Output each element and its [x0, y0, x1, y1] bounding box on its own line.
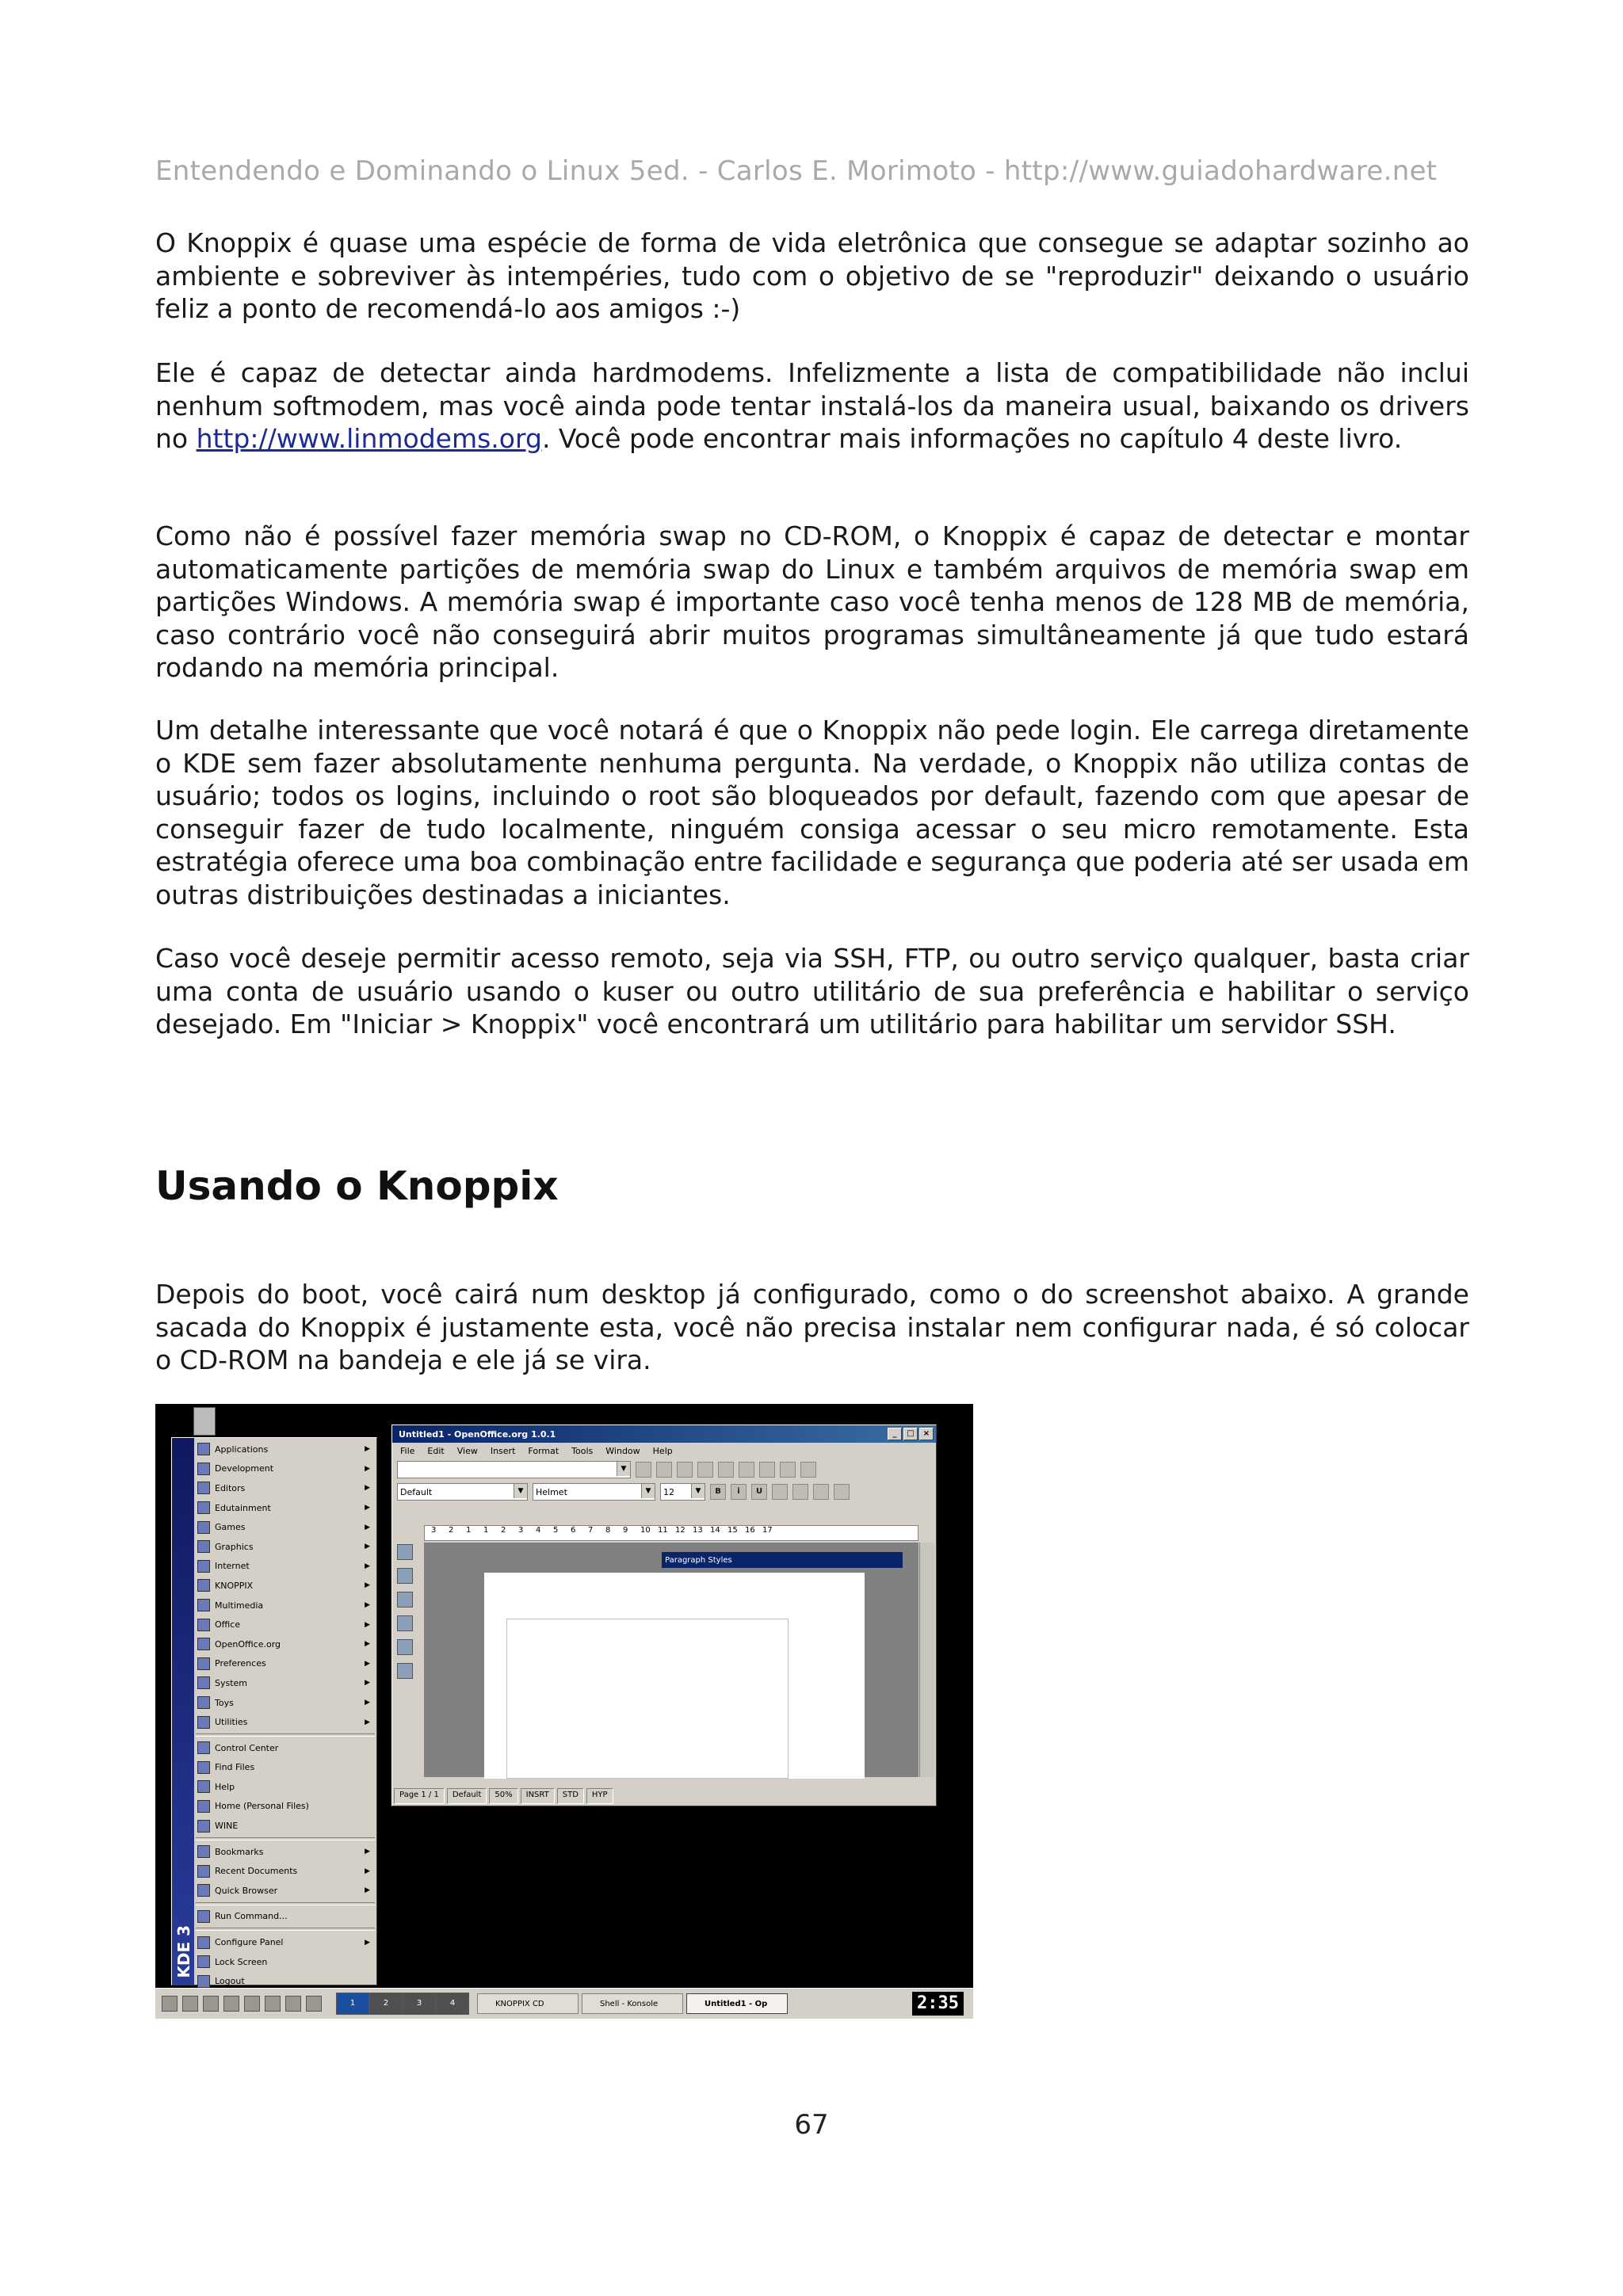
- browser-icon[interactable]: [223, 1996, 239, 2012]
- ruler-tick-label: 17: [762, 1526, 773, 1535]
- submenu-arrow-icon: ▶: [365, 1484, 370, 1493]
- kmenu-item-label: Configure Panel: [215, 1937, 284, 1948]
- ruler-tick-label: 2: [449, 1526, 454, 1535]
- submenu-arrow-icon: ▶: [365, 1699, 370, 1707]
- font-combo[interactable]: [533, 1483, 655, 1501]
- desktop-4[interactable]: 4: [436, 1993, 469, 2015]
- kmenu-item-label: KNOPPIX: [215, 1580, 254, 1591]
- openoffice-window: [391, 1425, 937, 1806]
- menu-item-icon: [197, 1865, 210, 1878]
- submenu-arrow-icon: ▶: [365, 1543, 370, 1551]
- menu-item-icon: [197, 1800, 210, 1813]
- ruler-tick-label: 10: [640, 1526, 651, 1535]
- kmenu-item[interactable]: [196, 1596, 375, 1615]
- taskbar-task[interactable]: KNOPPIX CD: [477, 1993, 579, 2014]
- section-heading: Usando o Knoppix: [155, 1163, 559, 1209]
- menu-item-icon: [197, 1599, 210, 1611]
- kmenu-item[interactable]: [196, 1654, 375, 1674]
- kmenu-item[interactable]: [196, 1777, 375, 1797]
- knoppix-icon[interactable]: [306, 1996, 322, 2012]
- toolbar-icon[interactable]: [636, 1462, 651, 1478]
- kmenu-item[interactable]: [196, 1557, 375, 1577]
- status-field: STD: [557, 1788, 584, 1804]
- kmenu-item[interactable]: [196, 1615, 375, 1634]
- cut-icon[interactable]: [759, 1462, 775, 1478]
- menu-item-icon: [197, 1975, 210, 1988]
- knoppix-desktop-screenshot: [155, 1404, 973, 2019]
- chevron-down-icon: ▼: [514, 1484, 527, 1498]
- menu-insert[interactable]: Insert: [490, 1445, 516, 1456]
- toolbar-icon[interactable]: [656, 1462, 672, 1478]
- underline-icon[interactable]: U: [751, 1484, 767, 1500]
- close-button[interactable]: ×: [919, 1428, 934, 1440]
- kmenu-item[interactable]: [196, 1907, 375, 1927]
- ruler-tick-label: 1: [483, 1526, 489, 1535]
- kmenu-item[interactable]: [196, 1537, 375, 1557]
- kmenu-item-label: Utilities: [215, 1717, 248, 1728]
- taskbar-task[interactable]: Untitled1 - Op: [686, 1993, 788, 2014]
- kmenu-item-label: Development: [215, 1463, 274, 1474]
- submenu-arrow-icon: ▶: [365, 1581, 370, 1590]
- kmenu-item[interactable]: [196, 1758, 375, 1778]
- menu-item-icon: [197, 1560, 210, 1573]
- menu-item-icon: [197, 1845, 210, 1858]
- function-toolbar: [392, 1459, 936, 1481]
- home-icon[interactable]: [182, 1996, 198, 2012]
- kmenu-item[interactable]: [196, 1816, 375, 1836]
- status-bar: [394, 1788, 934, 1804]
- kmenu-item-label: Control Center: [215, 1742, 279, 1753]
- main-toolbar: [397, 1544, 414, 1687]
- kmenu-item[interactable]: [196, 1797, 375, 1817]
- kmenu-item-label: Preferences: [215, 1658, 266, 1669]
- menu-format[interactable]: Format: [528, 1445, 559, 1456]
- ruler-tick-label: 3: [518, 1526, 524, 1535]
- submenu-arrow-icon: ▶: [365, 1938, 370, 1947]
- paragraph-1: O Knoppix é quase uma espécie de forma de vida eletrônica que consegue se adaptar sozinho ao ambiente e sobreviver às intempéries, tudo com o objetivo de se "reproduzir" deixando o usuário feliz a ponto de recomendá-lo aos amigos :-): [155, 227, 1469, 324]
- office-icon[interactable]: [244, 1996, 260, 2012]
- submenu-arrow-icon: ▶: [365, 1562, 370, 1570]
- kde-start-menu: [171, 1437, 377, 1985]
- status-field: 50%: [489, 1788, 517, 1804]
- kmenu-item[interactable]: [196, 1478, 375, 1498]
- align-center-icon[interactable]: [792, 1484, 808, 1500]
- kmenu-item-label: Toys: [215, 1697, 234, 1708]
- menu-item-icon: [197, 1696, 210, 1709]
- kmenu-item-label: Games: [215, 1522, 246, 1533]
- kmenu-item[interactable]: [196, 1881, 375, 1901]
- italic-icon[interactable]: i: [731, 1484, 747, 1500]
- text-cursor-icon[interactable]: [397, 1663, 413, 1679]
- ruler-tick-label: 15: [727, 1526, 738, 1535]
- kmenu-item-label: Graphics: [215, 1541, 254, 1552]
- ruler-tick-label: 1: [466, 1526, 472, 1535]
- paragraph-4: Um detalhe interessante que você notará é que o Knoppix não pede login. Ele carrega diretamente o KDE sem fazer absolutamente nenhuma pergunta. Na verdade, o Knoppix não utiliza contas de usuário; todos os logins, incluindo o root são bloqueados por default, fazendo com que apesar de conseguir fazer de tudo localmente, ninguém consiga acessar o seu micro remotamente. Esta estratégia oferece uma boa combinação entre facilidade e segurança que poderia até ser usada em outras distribuições destinadas a iniciantes.: [155, 715, 1469, 910]
- font-value: Helmet: [536, 1486, 567, 1497]
- menu-item-icon: [197, 1619, 210, 1631]
- menu-tools[interactable]: Tools: [571, 1445, 594, 1456]
- maximize-button[interactable]: □: [903, 1428, 918, 1440]
- menu-item-icon: [197, 1910, 210, 1923]
- style-combo[interactable]: [397, 1483, 528, 1501]
- running-header: Entendendo e Dominando o Linux 5ed. - Carlos E. Morimoto - http://www.guiadohardware.net: [155, 155, 1438, 187]
- submenu-arrow-icon: ▶: [365, 1848, 370, 1856]
- vertical-scrollbar[interactable]: [919, 1543, 934, 1777]
- kmenu-item[interactable]: [196, 1440, 375, 1459]
- kde-panel: [155, 1988, 973, 2019]
- paragraph-2: [155, 357, 1469, 456]
- kmenu-list: [196, 1440, 375, 1991]
- kmenu-item[interactable]: [196, 1952, 375, 1972]
- align-left-icon[interactable]: [772, 1484, 788, 1500]
- menu-item-icon: [197, 1540, 210, 1553]
- status-field: INSRT: [521, 1788, 555, 1804]
- paste-icon[interactable]: [800, 1462, 816, 1478]
- menu-item-icon: [197, 1521, 210, 1534]
- submenu-arrow-icon: ▶: [365, 1679, 370, 1688]
- kmenu-item-label: Recent Documents: [215, 1866, 298, 1877]
- align-right-icon[interactable]: [813, 1484, 829, 1500]
- kmenu-item[interactable]: [196, 1634, 375, 1654]
- paragraph-2-text-a: Ele é capaz de detectar ainda hardmodems. Infelizmente a lista de compatibilidade não inclui nenhum softmodem, mas você ainda pode tentar instalá-los da maneira usual, baixando os drivers no: [155, 357, 1469, 454]
- menu-item-icon: [197, 1761, 210, 1774]
- ruler-tick-label: 14: [710, 1526, 720, 1535]
- ruler-tick-label: 7: [588, 1526, 594, 1535]
- style-value: Default: [400, 1486, 433, 1497]
- submenu-arrow-icon: ▶: [365, 1523, 370, 1531]
- kmenu-item-label: Internet: [215, 1561, 250, 1572]
- toolbar-icon[interactable]: [718, 1462, 734, 1478]
- kmenu-item-label: Find Files: [215, 1762, 255, 1773]
- kmenu-item[interactable]: [196, 1693, 375, 1713]
- paragraph-styles-title: Paragraph Styles: [665, 1555, 732, 1565]
- menu-separator: [196, 1928, 375, 1931]
- kmenu-item[interactable]: [196, 1673, 375, 1693]
- desktop-2[interactable]: 2: [369, 1993, 403, 2015]
- ruler-tick-label: 4: [536, 1526, 541, 1535]
- chevron-down-icon: ▼: [617, 1462, 630, 1476]
- kmenu-item-label: Edutainment: [215, 1502, 271, 1513]
- chevron-down-icon: ▼: [691, 1484, 705, 1498]
- justify-icon[interactable]: [834, 1484, 850, 1500]
- menu-item-icon: [197, 1676, 210, 1689]
- menu-item-icon: [197, 1443, 210, 1455]
- chevron-down-icon: ▼: [641, 1484, 655, 1498]
- ruler-tick-label: 16: [745, 1526, 755, 1535]
- table-icon[interactable]: [397, 1544, 413, 1560]
- submenu-arrow-icon: ▶: [365, 1867, 370, 1875]
- ruler: [424, 1525, 918, 1541]
- menu-separator: [196, 1902, 375, 1905]
- taskbar-tasks: [477, 1993, 788, 2014]
- menu-edit[interactable]: Edit: [427, 1445, 445, 1456]
- document-page[interactable]: [484, 1573, 865, 1779]
- menu-separator: [196, 1733, 375, 1737]
- kmenu-item-label: Home (Personal Files): [215, 1801, 309, 1812]
- print-icon[interactable]: [739, 1462, 754, 1478]
- ruler-tick-label: 8: [605, 1526, 611, 1535]
- toolbar-icon[interactable]: [697, 1462, 713, 1478]
- menu-item-icon: [197, 1741, 210, 1754]
- ruler-tick-label: 9: [623, 1526, 628, 1535]
- kmenu-item-label: Bookmarks: [215, 1846, 264, 1857]
- url-combo[interactable]: [397, 1461, 631, 1478]
- paragraph-2-text-b: . Você pode encontrar mais informações no capítulo 4 deste livro.: [541, 423, 1403, 454]
- menu-item-icon: [197, 1501, 210, 1514]
- spellcheck-icon[interactable]: [397, 1639, 413, 1655]
- window-title: Untitled1 - OpenOffice.org 1.0.1: [399, 1428, 556, 1440]
- edit-icon[interactable]: [397, 1615, 413, 1631]
- kde-logo: KDE 3: [174, 1925, 193, 1978]
- kmenu-item-label: Quick Browser: [215, 1885, 278, 1896]
- taskbar-task[interactable]: Shell - Konsole: [582, 1993, 683, 2014]
- kmenu-item-label: Lock Screen: [215, 1956, 268, 1967]
- menu-item-icon: [197, 1657, 210, 1670]
- status-field: Page 1 / 1: [394, 1788, 445, 1804]
- menu-window[interactable]: Window: [605, 1445, 640, 1456]
- kmenu-sidebar: [172, 1438, 194, 1985]
- format-toolbar: [392, 1481, 936, 1503]
- size-combo[interactable]: [660, 1483, 705, 1501]
- paragraph-styles-panel[interactable]: [662, 1552, 903, 1568]
- status-field: HYP: [586, 1788, 613, 1804]
- kmenu-item[interactable]: [196, 1712, 375, 1732]
- window-titlebar: [392, 1425, 936, 1443]
- desktop-pager: [336, 1993, 469, 2015]
- ruler-tick-label: 6: [571, 1526, 576, 1535]
- menu-item-icon: [197, 1579, 210, 1592]
- menu-item-icon: [197, 1780, 210, 1793]
- kmenu-item-label: Editors: [215, 1482, 246, 1493]
- paragraph-5: Caso você deseje permitir acesso remoto, seja via SSH, FTP, ou outro serviço qualquer, basta criar uma conta de usuário usando o kuser ou outro utilitário de sua preferência e habilitar o serviço desejado. Em "Iniciar > Knoppix" você encontrará um utilitário para habilitar um servidor SSH.: [155, 943, 1469, 1039]
- kmenu-item[interactable]: [196, 1842, 375, 1862]
- ruler-tick-label: 13: [693, 1526, 703, 1535]
- kmenu-item-label: Applications: [215, 1444, 269, 1455]
- status-field: Default: [447, 1788, 487, 1804]
- menu-item-icon: [197, 1716, 210, 1729]
- submenu-arrow-icon: ▶: [365, 1718, 370, 1726]
- submenu-arrow-icon: ▶: [365, 1640, 370, 1649]
- konsole-icon[interactable]: [203, 1996, 219, 2012]
- ruler-tick-label: 5: [553, 1526, 559, 1535]
- menu-item-icon: [197, 1884, 210, 1897]
- kmenu-item-label: Help: [215, 1781, 235, 1792]
- kmenu-item-label: Multimedia: [215, 1600, 264, 1611]
- ruler-tick-label: 12: [675, 1526, 685, 1535]
- text-boundary: [506, 1619, 789, 1779]
- kmenu-item-label: System: [215, 1677, 248, 1688]
- minimize-button[interactable]: _: [888, 1428, 902, 1440]
- menu-item-icon: [197, 1463, 210, 1475]
- bold-icon[interactable]: B: [710, 1484, 726, 1500]
- size-value: 12: [663, 1486, 674, 1497]
- copy-icon[interactable]: [780, 1462, 796, 1478]
- kmenu-item[interactable]: [196, 1861, 375, 1881]
- desktop-3[interactable]: 3: [403, 1993, 436, 2015]
- menu-help[interactable]: Help: [652, 1445, 673, 1456]
- submenu-arrow-icon: ▶: [365, 1445, 370, 1454]
- kmenu-item-label: Run Command...: [215, 1911, 288, 1922]
- menu-separator: [196, 1837, 375, 1840]
- menu-item-icon: [197, 1482, 210, 1494]
- paragraph-6: Depois do boot, você cairá num desktop já configurado, como o do screenshot abaixo. A grande sacada do Knoppix é justamente esta, você não precisa instalar nem configurar nada, é só colocar o CD-ROM na bandeja e ele já se vira.: [155, 1279, 1469, 1375]
- desktop-1[interactable]: 1: [336, 1993, 369, 2015]
- oo-menubar: [392, 1443, 936, 1459]
- kmenu-item-label: Office: [215, 1619, 241, 1630]
- menu-item-icon: [197, 1820, 210, 1833]
- kmenu-item[interactable]: [196, 1517, 375, 1537]
- document-area: [424, 1543, 918, 1777]
- insert-icon[interactable]: [397, 1568, 413, 1584]
- kmenu-item-label: WINE: [215, 1821, 239, 1832]
- kmenu-item[interactable]: [196, 1459, 375, 1479]
- trash-icon: [193, 1407, 216, 1436]
- kmenu-item-label: Logout: [215, 1976, 245, 1987]
- submenu-arrow-icon: ▶: [365, 1601, 370, 1610]
- menu-item-icon: [197, 1955, 210, 1968]
- ruler-tick-label: 2: [501, 1526, 506, 1535]
- globe-icon[interactable]: [285, 1996, 301, 2012]
- submenu-arrow-icon: ▶: [365, 1659, 370, 1668]
- clock: 2:35: [912, 1992, 964, 2016]
- kmenu-item-label: OpenOffice.org: [215, 1638, 281, 1650]
- menu-file[interactable]: File: [400, 1445, 415, 1456]
- menu-item-icon: [197, 1638, 210, 1650]
- kmenu-button-icon[interactable]: [162, 1996, 178, 2012]
- terminal-icon[interactable]: [265, 1996, 281, 2012]
- submenu-arrow-icon: ▶: [365, 1620, 370, 1629]
- paragraph-3: Como não é possível fazer memória swap no CD-ROM, o Knoppix é capaz de detectar e montar automaticamente partições de memória swap do Linux e também arquivos de memória swap em partições Windows. A memória swap é importante caso você tenha menos de 128 MB de memória, caso contrário você não conseguirá abrir muitos programas simultâneamente já que tudo estará rodando na memória principal.: [155, 521, 1469, 683]
- kmenu-item[interactable]: [196, 1738, 375, 1758]
- kmenu-item[interactable]: [196, 1576, 375, 1596]
- submenu-arrow-icon: ▶: [365, 1464, 370, 1473]
- kmenu-item[interactable]: [196, 1932, 375, 1952]
- menu-view[interactable]: View: [456, 1445, 478, 1456]
- ruler-tick-label: 3: [431, 1526, 437, 1535]
- submenu-arrow-icon: ▶: [365, 1886, 370, 1895]
- page-number: 67: [794, 2109, 829, 2141]
- linmodems-link[interactable]: http://www.linmodems.org: [196, 423, 542, 454]
- submenu-arrow-icon: ▶: [365, 1504, 370, 1512]
- toolbar-icon[interactable]: [677, 1462, 693, 1478]
- menu-item-icon: [197, 1936, 210, 1949]
- draw-icon[interactable]: [397, 1592, 413, 1608]
- ruler-tick-label: 11: [658, 1526, 668, 1535]
- kmenu-item[interactable]: [196, 1498, 375, 1518]
